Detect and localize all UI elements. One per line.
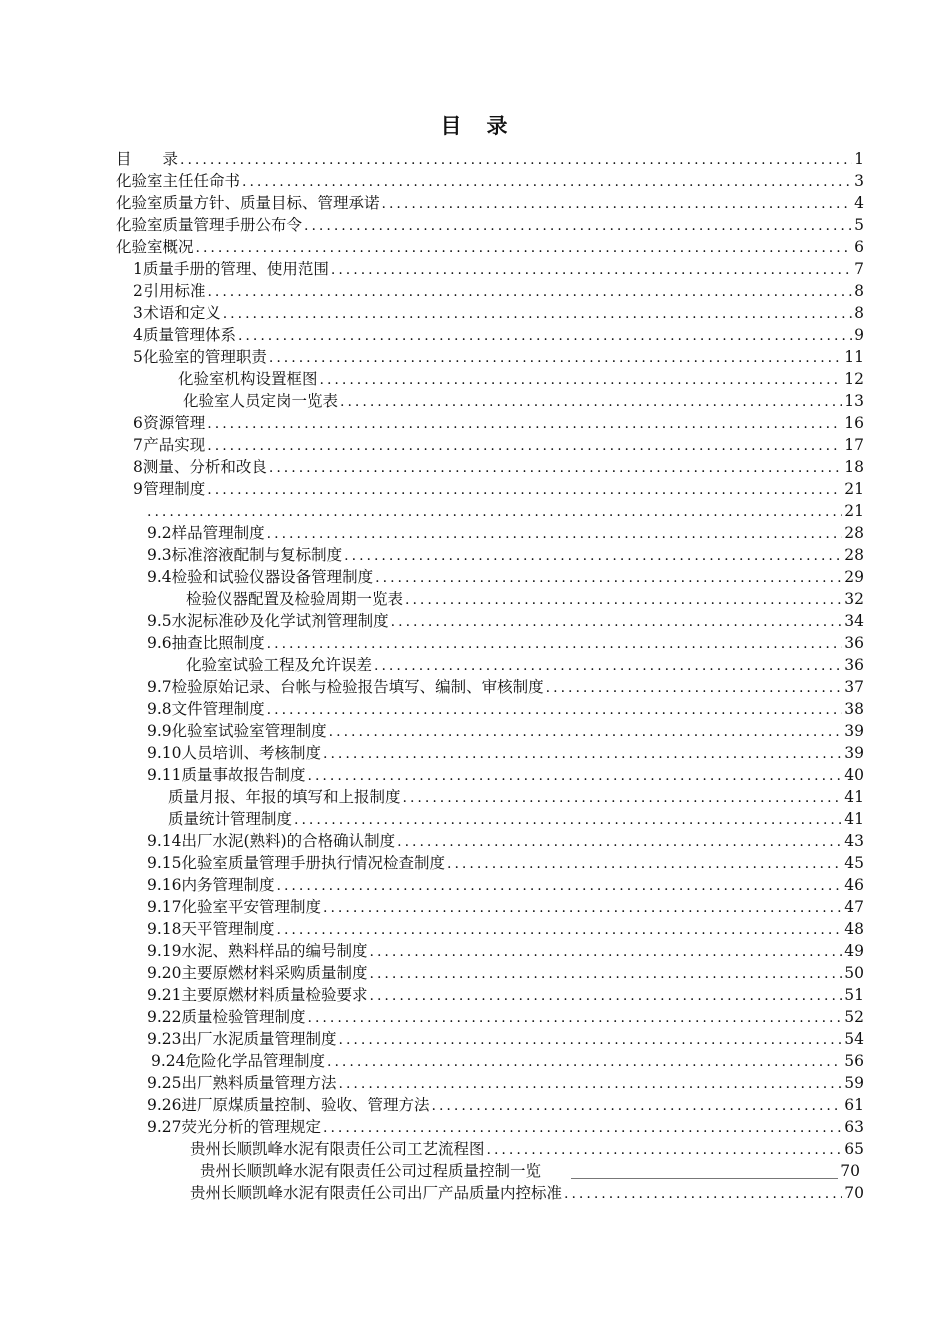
dot-leader bbox=[432, 1095, 843, 1117]
toc-entry-label: 出厂水泥质量管理制度 bbox=[181, 1030, 337, 1048]
dot-leader bbox=[238, 325, 852, 347]
toc-entry[interactable] bbox=[200, 1160, 860, 1182]
toc-entry-page: 52 bbox=[844, 1008, 864, 1026]
toc-entry-label: 化验室人员定岗一览表 bbox=[183, 392, 339, 410]
toc-entry[interactable] bbox=[147, 962, 864, 984]
toc-entry-page: 63 bbox=[844, 1118, 864, 1136]
toc-entry-page: 40 bbox=[844, 766, 864, 784]
toc-entry-number: 4 bbox=[133, 326, 143, 344]
toc-entry[interactable] bbox=[186, 654, 864, 676]
toc-entry-number: 8 bbox=[133, 458, 143, 476]
toc-entry-number: 1 bbox=[133, 260, 143, 278]
dot-leader bbox=[180, 149, 852, 171]
toc-entry[interactable] bbox=[147, 1028, 864, 1050]
toc-entry-label: 引用标准 bbox=[143, 282, 206, 300]
toc-entry[interactable] bbox=[147, 522, 864, 544]
toc-entry-label: 资源管理 bbox=[143, 414, 206, 432]
toc-entry[interactable] bbox=[147, 1116, 864, 1138]
toc-entry-page: 32 bbox=[844, 590, 864, 608]
dot-leader bbox=[277, 875, 843, 897]
toc-entry-number: 9.5 bbox=[147, 612, 172, 630]
toc-entry-number: 6 bbox=[133, 414, 143, 432]
toc-entry-page: 61 bbox=[844, 1096, 864, 1114]
toc-entry[interactable] bbox=[133, 302, 864, 324]
dot-leader bbox=[405, 589, 842, 611]
dot-leader bbox=[391, 611, 843, 633]
toc-entry-page: 21 bbox=[844, 480, 864, 498]
toc-entry[interactable] bbox=[190, 1182, 864, 1204]
dot-leader bbox=[207, 413, 842, 435]
dot-leader bbox=[267, 523, 843, 545]
dot-leader bbox=[207, 479, 842, 501]
toc-entry-page: 54 bbox=[844, 1030, 864, 1048]
dot-leader bbox=[339, 1029, 843, 1051]
toc-entry-number: 9.23 bbox=[147, 1030, 182, 1048]
toc-entry-label: 出厂水泥(熟料)的合格确认制度 bbox=[181, 832, 396, 850]
toc-entry-number: 9.20 bbox=[147, 964, 182, 982]
toc-entry-number: 9.25 bbox=[147, 1074, 182, 1092]
toc-entry-label: 化验室主任任命书 bbox=[116, 172, 241, 190]
toc-entry-label: 检验仪器配置及检验周期一览表 bbox=[186, 590, 404, 608]
toc-entry-page: 47 bbox=[844, 898, 864, 916]
toc-entry-number: 9.19 bbox=[147, 942, 182, 960]
toc-entry[interactable] bbox=[147, 852, 864, 874]
toc-entry-number: 2 bbox=[133, 282, 143, 300]
toc-entry-label: 人员培训、考核制度 bbox=[181, 744, 322, 762]
toc-entry-label: 贵州长顺凯峰水泥有限责任公司出厂产品质量内控标准 bbox=[190, 1184, 563, 1202]
dot-leader bbox=[323, 897, 842, 919]
dot-leader bbox=[269, 457, 842, 479]
toc-entry-label: 化验室质量管理手册执行情况检查制度 bbox=[181, 854, 446, 872]
toc-entry[interactable] bbox=[147, 1094, 864, 1116]
toc-entry[interactable] bbox=[116, 192, 864, 214]
toc-entry-page: 7 bbox=[854, 260, 864, 278]
toc-entry-label: 测量、分析和改良 bbox=[142, 458, 267, 476]
toc-entry-label: 化验室平安管理制度 bbox=[181, 898, 322, 916]
toc-entry-page: 12 bbox=[844, 370, 864, 388]
toc-entry-number: 9.15 bbox=[147, 854, 182, 872]
toc-title: 目 录 bbox=[440, 113, 510, 138]
toc-entry-number: 7 bbox=[133, 436, 143, 454]
dot-leader bbox=[308, 765, 843, 787]
toc-entry-label: 抽查比照制度 bbox=[171, 634, 265, 652]
toc-entry-label: 主要原燃材料质量检验要求 bbox=[181, 986, 368, 1004]
toc-entry[interactable] bbox=[133, 324, 864, 346]
dot-leader bbox=[487, 1139, 843, 1161]
toc-entry[interactable] bbox=[147, 874, 864, 896]
toc-entry-page: 11 bbox=[844, 348, 864, 366]
toc-entry-label: 产品实现 bbox=[143, 436, 206, 454]
dot-leader bbox=[323, 743, 842, 765]
toc-entry[interactable] bbox=[147, 918, 864, 940]
toc-entry[interactable] bbox=[116, 214, 864, 236]
toc-entry-page: 4 bbox=[854, 194, 864, 212]
dot-leader bbox=[147, 501, 842, 523]
toc-entry-number: 9.10 bbox=[147, 744, 182, 762]
toc-entry-number: 9.14 bbox=[147, 832, 182, 850]
toc-entry-label: 出厂熟料质量管理方法 bbox=[181, 1074, 337, 1092]
toc-entry-page: 28 bbox=[844, 546, 864, 564]
toc-entry-page: 37 bbox=[844, 678, 864, 696]
dot-leader bbox=[374, 655, 842, 677]
toc-entry-label: 标准溶液配制与复标制度 bbox=[171, 546, 343, 564]
toc-entry[interactable] bbox=[168, 786, 864, 808]
toc-entry[interactable] bbox=[133, 456, 864, 478]
toc-entry-page: 36 bbox=[844, 656, 864, 674]
toc-entry-page: 50 bbox=[844, 964, 864, 982]
toc-entry[interactable] bbox=[147, 1072, 864, 1094]
toc-entry-page: 70 bbox=[844, 1184, 864, 1202]
toc-entry-page: 8 bbox=[854, 282, 864, 300]
dot-leader bbox=[267, 633, 843, 655]
toc-entry-number: 9.6 bbox=[147, 634, 172, 652]
toc-entry-page: 56 bbox=[844, 1052, 864, 1070]
toc-entry-label: 化验室概况 bbox=[116, 238, 194, 256]
dot-leader bbox=[403, 787, 843, 809]
toc-entry-number: 9.3 bbox=[147, 546, 172, 564]
toc-entry-label: 水泥标准砂及化学试剂管理制度 bbox=[171, 612, 389, 630]
dot-leader bbox=[327, 1051, 842, 1073]
toc-entry-label: 质量手册的管理、使用范围 bbox=[142, 260, 329, 278]
toc-entry-label: 化验室试验工程及允许误差 bbox=[186, 656, 373, 674]
toc-entry-label: 质量管理体系 bbox=[142, 326, 236, 344]
toc-entry-number: 9.11 bbox=[147, 766, 182, 784]
toc-entry-label: 质量月报、年报的填写和上报制度 bbox=[168, 788, 401, 806]
toc-entry[interactable] bbox=[186, 588, 864, 610]
toc-entry-page: 39 bbox=[844, 722, 864, 740]
toc-entry-page: 39 bbox=[844, 744, 864, 762]
toc-entry[interactable] bbox=[147, 830, 864, 852]
toc-entry[interactable] bbox=[133, 478, 864, 500]
toc-entry[interactable] bbox=[116, 236, 864, 258]
dot-leader bbox=[564, 1183, 842, 1205]
toc-entry-number: 5 bbox=[133, 348, 143, 366]
toc-entry-label: 化验室质量方针、质量目标、管理承诺 bbox=[116, 194, 380, 212]
dot-leader bbox=[397, 831, 842, 853]
toc-entry-number: 9.24 bbox=[151, 1052, 186, 1070]
toc-entry-label: 文件管理制度 bbox=[171, 700, 265, 718]
dot-leader bbox=[267, 699, 843, 721]
toc-entry-label: 目 录 bbox=[116, 150, 179, 168]
toc-entry[interactable] bbox=[147, 984, 864, 1006]
toc-entry[interactable] bbox=[147, 632, 864, 654]
toc-entry-page: 59 bbox=[844, 1074, 864, 1092]
dot-leader bbox=[382, 193, 853, 215]
toc-entry-number: 9.8 bbox=[147, 700, 172, 718]
toc-entry[interactable] bbox=[147, 742, 864, 764]
toc-entry-page: 29 bbox=[844, 568, 864, 586]
dot-leader bbox=[370, 941, 843, 963]
toc-entry-page: 51 bbox=[844, 986, 864, 1004]
dot-leader bbox=[308, 1007, 843, 1029]
toc-entry[interactable] bbox=[178, 368, 864, 390]
toc-entry-label: 术语和定义 bbox=[143, 304, 221, 322]
dot-leader bbox=[375, 567, 842, 589]
toc-entry[interactable] bbox=[147, 500, 864, 522]
dot-leader bbox=[242, 171, 852, 193]
dot-leader bbox=[370, 985, 843, 1007]
toc-entry-page: 17 bbox=[844, 436, 864, 454]
toc-entry-label: 管理制度 bbox=[143, 480, 206, 498]
toc-entry-number: 9.9 bbox=[147, 722, 172, 740]
toc-entry-label: 内务管理制度 bbox=[181, 876, 275, 894]
toc-entry-label: 检验和试验仪器设备管理制度 bbox=[171, 568, 374, 586]
toc-entry-page: 1 bbox=[854, 150, 864, 168]
toc-entry[interactable] bbox=[147, 896, 864, 918]
toc-entry[interactable] bbox=[147, 676, 864, 698]
dot-leader bbox=[329, 721, 843, 743]
toc-entry-page: 41 bbox=[844, 810, 864, 828]
dot-leader bbox=[320, 369, 843, 391]
toc-entry[interactable] bbox=[133, 280, 864, 302]
toc-entry-label: 质量统计管理制度 bbox=[168, 810, 293, 828]
dot-leader bbox=[546, 677, 843, 699]
toc-entry[interactable] bbox=[147, 566, 864, 588]
dot-leader bbox=[277, 919, 843, 941]
toc-entry[interactable] bbox=[116, 148, 864, 170]
toc-entry-label: 化验室机构设置框图 bbox=[178, 370, 318, 388]
toc-entry-label: 质量事故报告制度 bbox=[181, 766, 306, 784]
toc-entry-page: 8 bbox=[854, 304, 864, 322]
dot-leader bbox=[370, 963, 843, 985]
toc-entry-number: 9.4 bbox=[147, 568, 172, 586]
dot-leader bbox=[207, 281, 852, 303]
toc-entry-number: 9.7 bbox=[147, 678, 172, 696]
toc-entry-number: 9.27 bbox=[147, 1118, 182, 1136]
toc-entry-label: 检验原始记录、台帐与检验报告填写、编制、审核制度 bbox=[171, 678, 544, 696]
toc-entry-number: 3 bbox=[133, 304, 143, 322]
toc-entry-label: 荧光分析的管理规定 bbox=[181, 1118, 322, 1136]
toc-entry-page: 34 bbox=[844, 612, 864, 630]
toc-entry-label: 化验室质量管理手册公布令 bbox=[116, 216, 303, 234]
toc-entry-number: 9.16 bbox=[147, 876, 182, 894]
toc-entry-label: 贵州长顺凯峰水泥有限责任公司工艺流程图 bbox=[190, 1140, 485, 1158]
toc-entry-page: 49 bbox=[844, 942, 864, 960]
toc-entry-label: 化验室的管理职责 bbox=[142, 348, 267, 366]
toc-entry-label: 贵州长顺凯峰水泥有限责任公司过程质量控制一览 bbox=[200, 1162, 542, 1180]
toc-entry-page: 21 bbox=[844, 502, 864, 520]
toc-entry[interactable] bbox=[133, 346, 864, 368]
dot-leader bbox=[196, 237, 853, 259]
toc-entry-page: 70 bbox=[840, 1162, 860, 1180]
toc-entry-page: 16 bbox=[844, 414, 864, 432]
toc-entry[interactable] bbox=[151, 1050, 864, 1072]
dot-leader bbox=[304, 215, 852, 237]
toc-entry[interactable] bbox=[147, 764, 864, 786]
toc-entry-page: 36 bbox=[844, 634, 864, 652]
dot-leader bbox=[340, 391, 842, 413]
toc-entry-number: 9.22 bbox=[147, 1008, 182, 1026]
toc-entry-page: 28 bbox=[844, 524, 864, 542]
toc-entry-page: 38 bbox=[844, 700, 864, 718]
toc-entry-page: 3 bbox=[854, 172, 864, 190]
toc-entry-page: 46 bbox=[844, 876, 864, 894]
toc-entry-label: 水泥、熟料样品的编号制度 bbox=[181, 942, 368, 960]
toc-entry-label: 质量检验管理制度 bbox=[181, 1008, 306, 1026]
dot-leader bbox=[323, 1117, 842, 1139]
toc-entry-number: 9.2 bbox=[147, 524, 172, 542]
toc-entry[interactable] bbox=[147, 698, 864, 720]
toc-entry-number: 9.26 bbox=[147, 1096, 182, 1114]
toc-entry-page: 48 bbox=[844, 920, 864, 938]
dot-leader bbox=[294, 809, 842, 831]
toc-entry-number: 9.21 bbox=[147, 986, 182, 1004]
toc-entry-page: 43 bbox=[844, 832, 864, 850]
toc-entry-page: 5 bbox=[854, 216, 864, 234]
toc-entry-number: 9.18 bbox=[147, 920, 182, 938]
toc-entry-label: 危险化学品管理制度 bbox=[185, 1052, 326, 1070]
toc-entry[interactable] bbox=[133, 258, 864, 280]
dot-leader bbox=[447, 853, 842, 875]
toc-entry[interactable] bbox=[183, 390, 864, 412]
dot-leader bbox=[269, 347, 842, 369]
toc-entry-page: 45 bbox=[844, 854, 864, 872]
dot-leader bbox=[207, 435, 842, 457]
toc-entry[interactable] bbox=[190, 1138, 864, 1160]
toc-entry-label: 天平管理制度 bbox=[181, 920, 275, 938]
toc-entry-page: 9 bbox=[854, 326, 864, 344]
toc-entry-number: 9 bbox=[133, 480, 143, 498]
toc-entry-label: 进厂原煤质量控制、验收、管理方法 bbox=[181, 1096, 430, 1114]
dot-leader bbox=[339, 1073, 843, 1095]
toc-entry-page: 18 bbox=[844, 458, 864, 476]
toc-entry[interactable] bbox=[116, 170, 864, 192]
toc-entry[interactable] bbox=[168, 808, 864, 830]
toc-entry-page: 41 bbox=[844, 788, 864, 806]
toc-entry[interactable] bbox=[133, 412, 864, 434]
dot-leader bbox=[331, 259, 852, 281]
toc-entry[interactable] bbox=[147, 940, 864, 962]
toc-entry-label: 主要原燃材料采购质量制度 bbox=[181, 964, 368, 982]
line-leader bbox=[571, 1164, 838, 1179]
toc-entry[interactable] bbox=[133, 434, 864, 456]
toc-entry[interactable] bbox=[147, 610, 864, 632]
toc-entry-page: 13 bbox=[844, 392, 864, 410]
toc-entry[interactable] bbox=[147, 720, 864, 742]
toc-entry-label: 化验室试验室管理制度 bbox=[171, 722, 327, 740]
toc-entry[interactable] bbox=[147, 1006, 864, 1028]
toc-entry-page: 6 bbox=[854, 238, 864, 256]
dot-leader bbox=[223, 303, 852, 325]
toc-entry-page: 65 bbox=[844, 1140, 864, 1158]
dot-leader bbox=[344, 545, 842, 567]
toc-entry-label: 样品管理制度 bbox=[171, 524, 265, 542]
toc-entry-number: 9.17 bbox=[147, 898, 182, 916]
toc-entry[interactable] bbox=[147, 544, 864, 566]
